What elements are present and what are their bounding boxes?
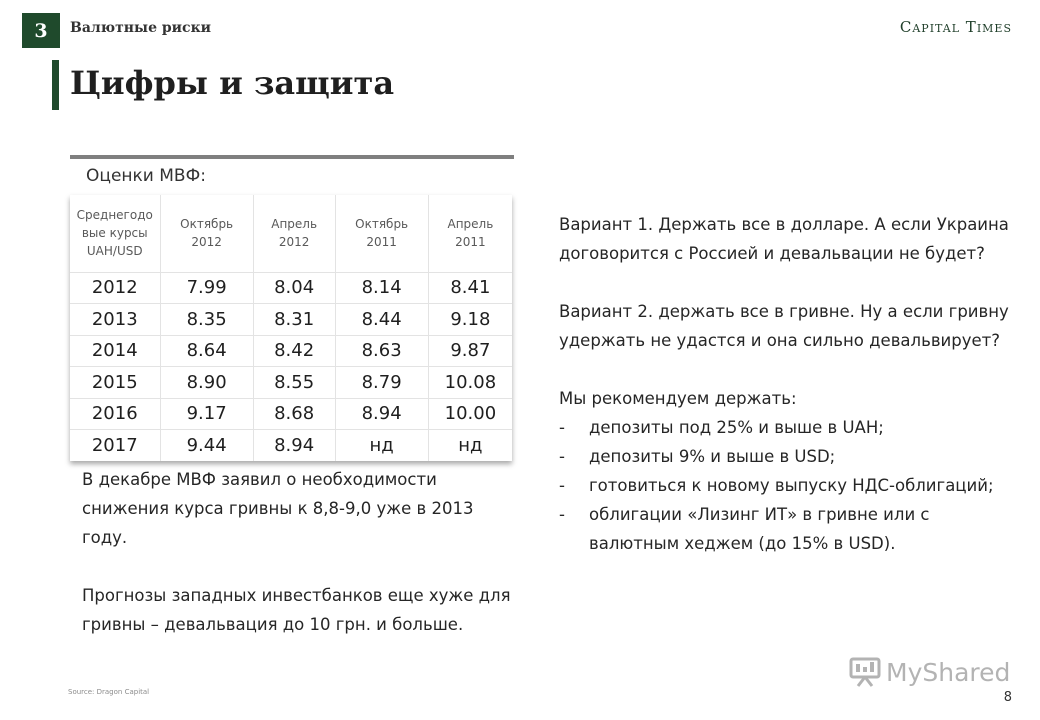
recommend-list	[559, 413, 1009, 558]
table-cell: 8.42	[253, 335, 335, 367]
table-cell: 8.94	[253, 430, 335, 462]
header-cell-oct-2012: Октябрь 2012	[160, 195, 253, 272]
bullet-dash: -	[559, 418, 565, 437]
table-cell: 9.17	[160, 398, 253, 430]
section-title: Валютные риски	[70, 20, 212, 36]
watermark-text: MyShared	[886, 657, 1011, 687]
header-cell-apr-2011: Апрель 2011	[447, 217, 494, 250]
table-top-rule	[70, 155, 514, 159]
recommendations-block	[559, 210, 1009, 558]
section-number-badge: 3	[22, 13, 60, 48]
table-row	[70, 304, 512, 336]
table-cell: 8.63	[335, 335, 428, 367]
table-row	[70, 367, 512, 399]
page-number: 8	[1003, 690, 1012, 705]
table-row	[70, 430, 512, 462]
brand-logo: Capital Times	[899, 18, 1012, 36]
table-cell: 8.41	[428, 272, 512, 304]
header-cell-rate: Среднегодо вые курсы UAH/USD	[70, 195, 160, 272]
header-cell-apr-2012: Апрель 2012	[253, 195, 335, 272]
table-row	[70, 335, 512, 367]
table-cell: 7.99	[160, 272, 253, 304]
list-item: - депозиты 9% и выше в USD;	[559, 442, 1009, 471]
table-header-row	[70, 195, 512, 272]
imf-forecast-table	[70, 195, 512, 461]
source-note: Source: Dragon Capital	[68, 688, 150, 696]
table-cell: 8.68	[253, 398, 335, 430]
table-cell: 8.79	[335, 367, 428, 399]
page-title: Цифры и защита	[70, 64, 395, 102]
table-caption: Оценки МВФ:	[86, 166, 206, 186]
table-cell: нд	[335, 430, 428, 462]
table-cell: 2017	[70, 430, 160, 462]
header-cell-oct-2011: Октябрь 2011	[335, 195, 428, 272]
investbank-forecast-paragraph: Прогнозы западных инвестбанков еще хуже для гривны – девальвация до 10 грн. и больше.	[82, 586, 511, 634]
list-item: - готовиться к новому выпуску НДС-облигаций;	[559, 471, 1009, 500]
table-cell: 9.44	[160, 430, 253, 462]
table-cell: 8.64	[160, 335, 253, 367]
list-item: - депозиты под 25% и выше в UAH;	[559, 413, 1009, 442]
table-cell: 2014	[70, 335, 160, 367]
variant-1-paragraph: Вариант 1. Держать все в долларе. А если Украина договорится с Россией и девальвации не будет?	[559, 215, 1009, 263]
table-cell: 8.94	[335, 398, 428, 430]
variant-2-paragraph: Вариант 2. держать все в гривне. Ну а если гривну удержать не удастся и она сильно девальвирует?	[559, 302, 1009, 350]
table-cell: 9.18	[428, 304, 512, 336]
table-cell: 10.08	[428, 367, 512, 399]
bullet-dash: -	[559, 447, 565, 466]
table-cell: 2015	[70, 367, 160, 399]
bullet-dash: -	[559, 505, 565, 524]
imf-commentary	[82, 465, 512, 639]
table-cell: 8.04	[253, 272, 335, 304]
list-item: - облигации «Лизинг ИТ» в гривне или с валютным хеджем (до 15% в USD).	[559, 500, 1009, 558]
table-row	[70, 272, 512, 304]
table-cell: 8.90	[160, 367, 253, 399]
table-cell: 8.14	[335, 272, 428, 304]
table-cell: 2016	[70, 398, 160, 430]
recommend-intro: Мы рекомендуем держать:	[559, 389, 797, 408]
title-accent-bar	[52, 60, 59, 110]
table-cell: 9.87	[428, 335, 512, 367]
table-cell: нд	[428, 430, 512, 462]
imf-statement-paragraph: В декабре МВФ заявил о необходимости снижения курса гривны к 8,8-9,0 уже в 2013 году.	[82, 470, 474, 547]
table-cell: 8.44	[335, 304, 428, 336]
presentation-board-icon	[848, 657, 882, 687]
table-cell: 10.00	[428, 398, 512, 430]
table-cell: 8.55	[253, 367, 335, 399]
table-cell: 8.35	[160, 304, 253, 336]
myshared-watermark	[848, 657, 1010, 687]
bullet-dash: -	[559, 476, 565, 495]
table-cell: 8.31	[253, 304, 335, 336]
table-cell: 2012	[70, 272, 160, 304]
table-cell: 2013	[70, 304, 160, 336]
table-row	[70, 398, 512, 430]
